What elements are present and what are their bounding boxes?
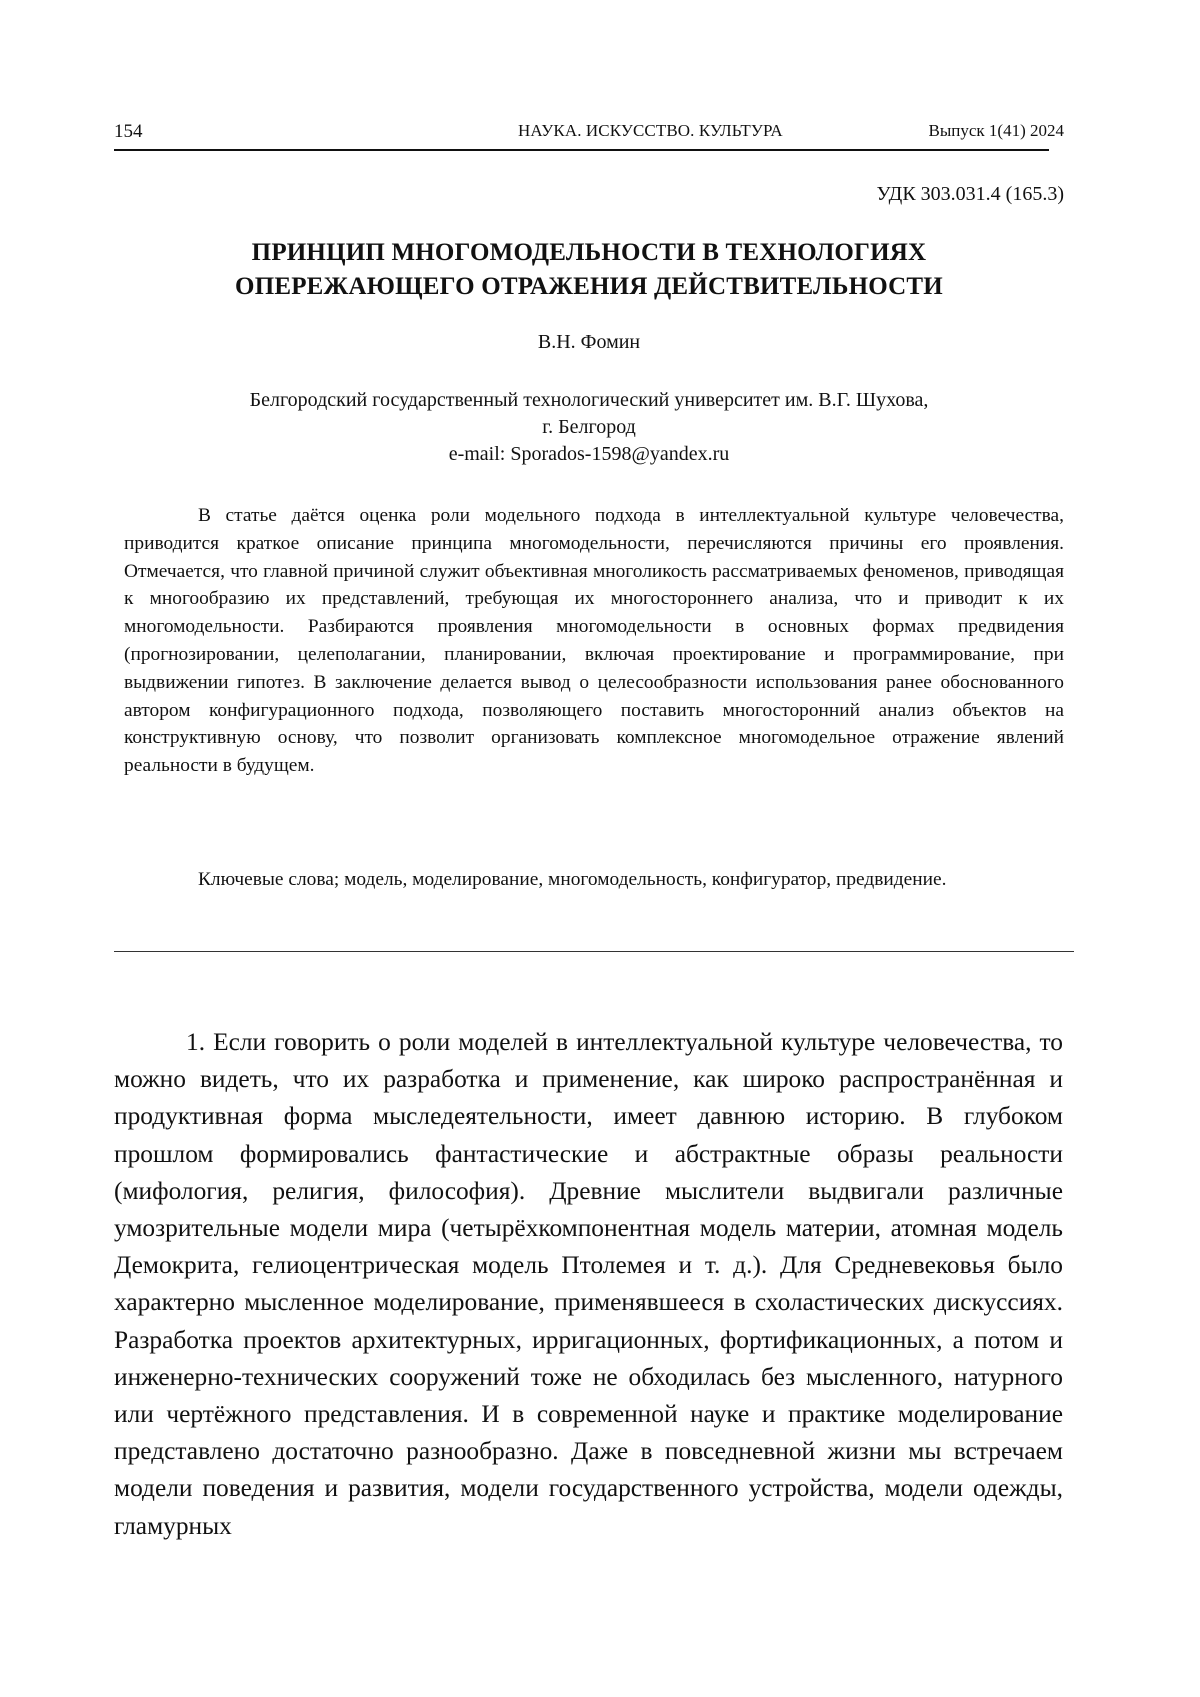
page-number: 154 <box>114 121 143 143</box>
journal-page <box>0 0 1200 1697</box>
keywords: Ключевые слова; модель, моделирование, многомодельность, конфигуратор, предвидение. <box>124 866 1064 894</box>
section-divider <box>114 951 1074 952</box>
affiliation-line-2: г. Белгород <box>114 414 1064 441</box>
affiliation <box>114 387 1064 468</box>
author-name: В.Н. Фомин <box>114 331 1064 354</box>
journal-name: НАУКА. ИСКУССТВО. КУЛЬТУРА <box>518 121 783 141</box>
affiliation-line-1: Белгородский государственный технологический университет им. В.Г. Шухова, <box>114 387 1064 414</box>
abstract: В статье даётся оценка роли модельного подхода в интеллектуальной культуре человечества, приводится краткое описание принципа многомодельности, перечисляются причины его проявления. Отмечается, что главной причиной служит объективная многоликость рассматриваемых феноменов, приводящая к многообразию их представлений, требующая их многостороннего анализа, что и приводит к их многомодельности. Разбираются проявления многомодельности в основных формах предвидения (прогнозировании, целеполагании, планировании, включая проектирование и программирование, при выдвижении гипотез. В заключение делается вывод о целесообразности использования ранее обоснованного автором конфигурационного подхода, позволяющего поставить многосторонний анализ объектов на конструктивную основу, что позволит организовать комплексное многомодельное отражение явлений реальности в будущем. <box>124 502 1064 780</box>
udc-code: УДК 303.031.4 (165.3) <box>877 183 1064 206</box>
article-title <box>114 236 1064 304</box>
article-title-line-2: ОПЕРЕЖАЮЩЕГО ОТРАЖЕНИЯ ДЕЙСТВИТЕЛЬНОСТИ <box>114 270 1064 304</box>
article-title-line-1: ПРИНЦИП МНОГОМОДЕЛЬНОСТИ В ТЕХНОЛОГИЯХ <box>114 236 1064 270</box>
author-email: e-mail: Sporados-1598@yandex.ru <box>114 441 1064 468</box>
running-header <box>114 121 1064 143</box>
issue-number: Выпуск 1(41) 2024 <box>929 121 1065 141</box>
body-paragraph-1: 1. Если говорить о роли моделей в интеллектуальной культуре человечества, то можно видеть, что их разработка и применение, как широко распространённая и продуктивная форма мыследеятельности, имеет давнюю историю. В глубоком прошлом формировались фантастические и абстрактные образы реальности (мифология, религия, философия). Древние мыслители выдвигали различные умозрительные модели мира (четырёхкомпонентная модель материи, атомная модель Демокрита, гелиоцентрическая модель Птолемея и т. д.). Для Средневековья было характерно мысленное моделирование, применявшееся в схоластических дискуссиях. Разработка проектов архитектурных, ирригационных, фортификационных, а потом и инженерно-технических сооружений тоже не обходилась без мысленного, натурного или чертёжного представления. И в современной науке и практике моделирование представлено достаточно разнообразно. Даже в повседневной жизни мы встречаем модели поведения и развития, модели государственного устройства, модели одежды, гламурных <box>114 1024 1063 1545</box>
header-rule <box>114 149 1049 151</box>
